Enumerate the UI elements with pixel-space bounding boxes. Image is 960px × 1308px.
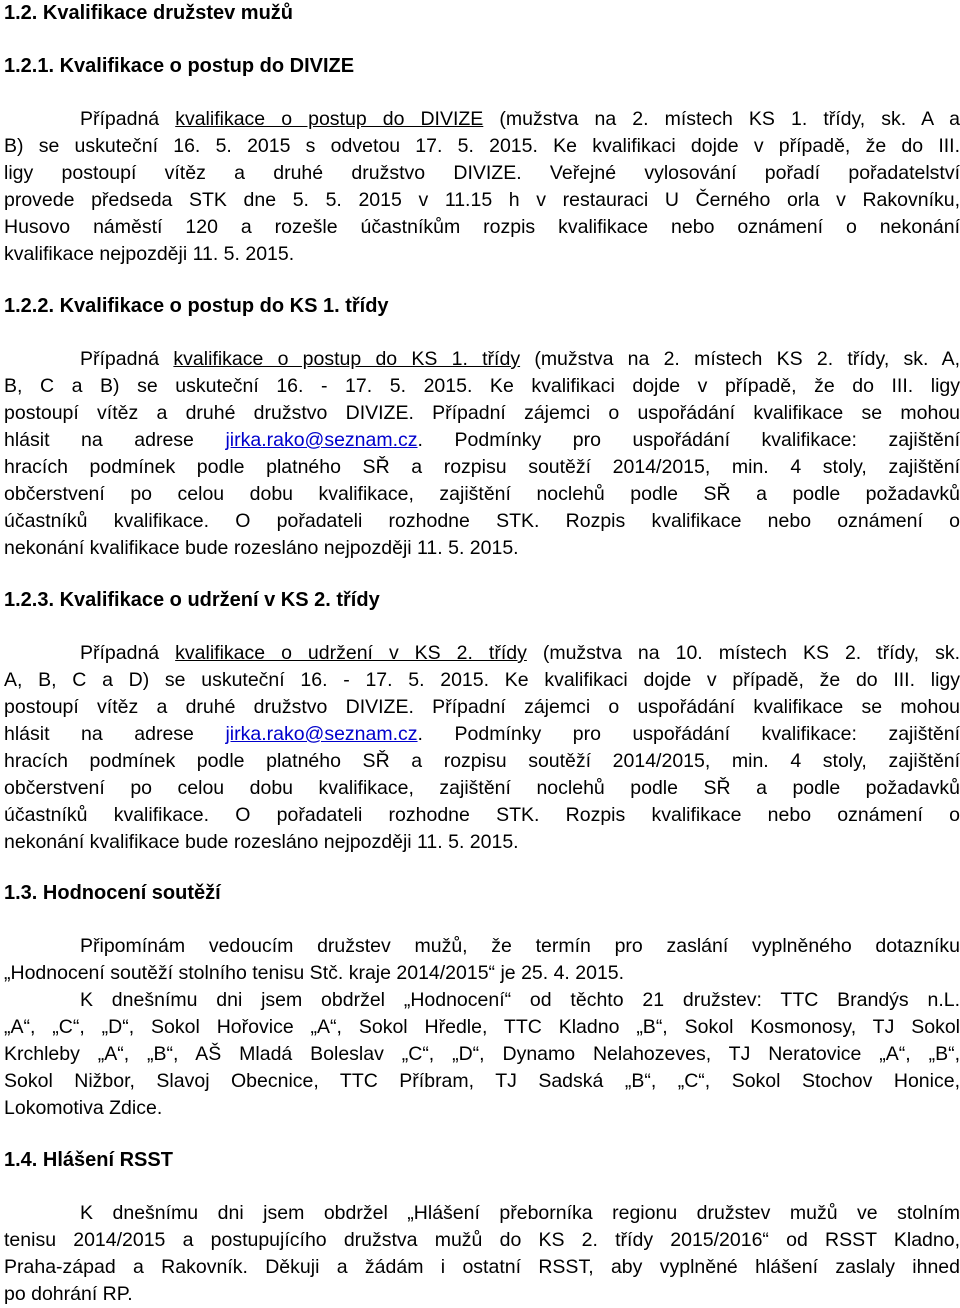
- section-heading-1-2-3: 1.2.3. Kvalifikace o udržení v KS 2. třídy: [4, 589, 380, 611]
- text-line: občerstvení po celou dobu kvalifikace, zajištění noclehů podle SŘ a podle požadavků: [4, 777, 960, 799]
- section-heading-1-2-1: 1.2.1. Kvalifikace o postup do DIVIZE: [4, 55, 355, 77]
- text-line: hracích podmínek podle platného SŘ a rozpisu soutěží 2014/2015, min. 4 stoly, zajištění: [4, 750, 960, 772]
- email-link[interactable]: jirka.rako@seznam.cz: [225, 429, 418, 451]
- text-line: občerstvení po celou dobu kvalifikace, zajištění noclehů podle SŘ a podle požadavků: [4, 483, 960, 505]
- text-line: B, C a B) se uskuteční 16. - 17. 5. 2015. Ke kvalifikaci dojde v případě, že do III. ligy: [4, 375, 960, 397]
- text-span: (mužstva na 2. místech KS 1. třídy, sk. A a: [483, 108, 960, 130]
- text-span: (mužstva na 2. místech KS 2. třídy, sk. A,: [520, 348, 960, 370]
- text-line: Husovo náměstí 120 a rozešle účastníkům rozpis kvalifikace nebo oznámení o nekonání: [4, 216, 960, 238]
- text-line: po dohrání RP.: [4, 1283, 133, 1305]
- text-line: K dnešnímu dni jsem obdržel „Hodnocení“ od těchto 21 družstev: TTC Brandýs n.L.: [80, 989, 960, 1011]
- text-line: účastníků kvalifikace. O pořadateli rozhodne STK. Rozpis kvalifikace nebo oznámení o: [4, 804, 960, 826]
- text-line: [4, 346, 960, 373]
- text-line: B) se uskuteční 16. 5. 2015 s odvetou 17. 5. 2015. Ke kvalifikaci dojde v případě, že do III.: [4, 135, 960, 157]
- text-line: „A“, „C“, „D“, Sokol Hořovice „A“, Sokol Hředle, TTC Kladno „B“, Sokol Kosmonosy, TJ Sokol: [4, 1016, 960, 1038]
- text-line: K dnešnímu dni jsem obdržel „Hlášení přeborníka regionu družstev mužů ve stolním: [80, 1202, 960, 1224]
- text-line: nekonání kvalifikace bude rozesláno nejpozději 11. 5. 2015.: [4, 537, 519, 559]
- paragraph-ks1-qualification: [4, 346, 960, 562]
- underlined-term: kvalifikace o udržení v KS 2. třídy: [175, 642, 527, 664]
- text-line: A, B, C a D) se uskuteční 16. - 17. 5. 2015. Ke kvalifikaci dojde v případě, že do III. ligy: [4, 669, 960, 691]
- text-line: hracích podmínek podle platného SŘ a rozpisu soutěží 2014/2015, min. 4 stoly, zajištění: [4, 456, 960, 478]
- text-line: [4, 106, 960, 133]
- text-line: provede předseda STK dne 5. 5. 2015 v 11.15 h v restauraci U Černého orla v Rakovníku,: [4, 189, 960, 211]
- text-line: Krchleby „A“, „B“, AŠ Mladá Boleslav „C“, „D“, Dynamo Nelahozeves, TJ Neratovice „A“, „B“,: [4, 1043, 960, 1065]
- paragraph-rsst-report: [4, 1200, 960, 1308]
- text-span: hlásit na adrese: [4, 723, 226, 745]
- text-span: Případná: [80, 642, 176, 664]
- paragraph-evaluation-reminder: [4, 933, 960, 1122]
- text-line: [4, 640, 960, 667]
- text-span: Případná: [80, 108, 176, 130]
- text-line: kvalifikace nejpozději 11. 5. 2015.: [4, 243, 295, 265]
- text-line: „Hodnocení soutěží stolního tenisu Stč. kraje 2014/2015“ je 25. 4. 2015.: [4, 962, 625, 984]
- text-line: tenisu 2014/2015 a postupujícího družstva mužů do KS 2. třídy 2015/2016“ od RSST Kladno,: [4, 1229, 960, 1251]
- text-line: postoupí vítěz a druhé družstvo DIVIZE. Případní zájemci o uspořádání kvalifikace se mohou: [4, 402, 960, 424]
- text-line: Sokol Nižbor, Slavoj Obecnice, TTC Příbram, TJ Sadská „B“, „C“, Sokol Stochov Honice,: [4, 1070, 960, 1092]
- text-line: Praha-západ a Rakovník. Děkuji a žádám i ostatní RSST, aby vyplněné hlášení zaslaly ihned: [4, 1256, 960, 1278]
- text-span: hlásit na adrese: [4, 429, 226, 451]
- section-heading-1-2: 1.2. Kvalifikace družstev mužů: [4, 2, 294, 24]
- text-line: ligy postoupí vítěz a druhé družstvo DIVIZE. Veřejné vylosování pořadí pořadatelství: [4, 162, 960, 184]
- text-line: [4, 721, 960, 748]
- text-line: postoupí vítěz a druhé družstvo DIVIZE. Případní zájemci o uspořádání kvalifikace se mohou: [4, 696, 960, 718]
- section-heading-1-2-2: 1.2.2. Kvalifikace o postup do KS 1. třídy: [4, 295, 389, 317]
- section-heading-1-3: 1.3. Hodnocení soutěží: [4, 882, 221, 904]
- text-span: . Podmínky pro uspořádání kvalifikace: zajištění: [417, 723, 960, 745]
- underlined-term: kvalifikace o postup do KS 1. třídy: [173, 348, 521, 370]
- text-line: [4, 427, 960, 454]
- text-span: Případná: [80, 348, 174, 370]
- paragraph-ks2-retention: [4, 640, 960, 856]
- underlined-term: kvalifikace o postup do DIVIZE: [175, 108, 484, 130]
- text-span: . Podmínky pro uspořádání kvalifikace: zajištění: [417, 429, 960, 451]
- text-line: Lokomotiva Zdice.: [4, 1097, 163, 1119]
- paragraph-divize-qualification: [4, 106, 960, 268]
- text-line: nekonání kvalifikace bude rozesláno nejpozději 11. 5. 2015.: [4, 831, 519, 853]
- text-line: účastníků kvalifikace. O pořadateli rozhodne STK. Rozpis kvalifikace nebo oznámení o: [4, 510, 960, 532]
- text-line: Připomínám vedoucím družstev mužů, že termín pro zaslání vyplněného dotazníku: [80, 935, 960, 957]
- text-span: (mužstva na 10. místech KS 2. třídy, sk.: [526, 642, 960, 664]
- email-link[interactable]: jirka.rako@seznam.cz: [225, 723, 418, 745]
- section-heading-1-4: 1.4. Hlášení RSST: [4, 1149, 173, 1171]
